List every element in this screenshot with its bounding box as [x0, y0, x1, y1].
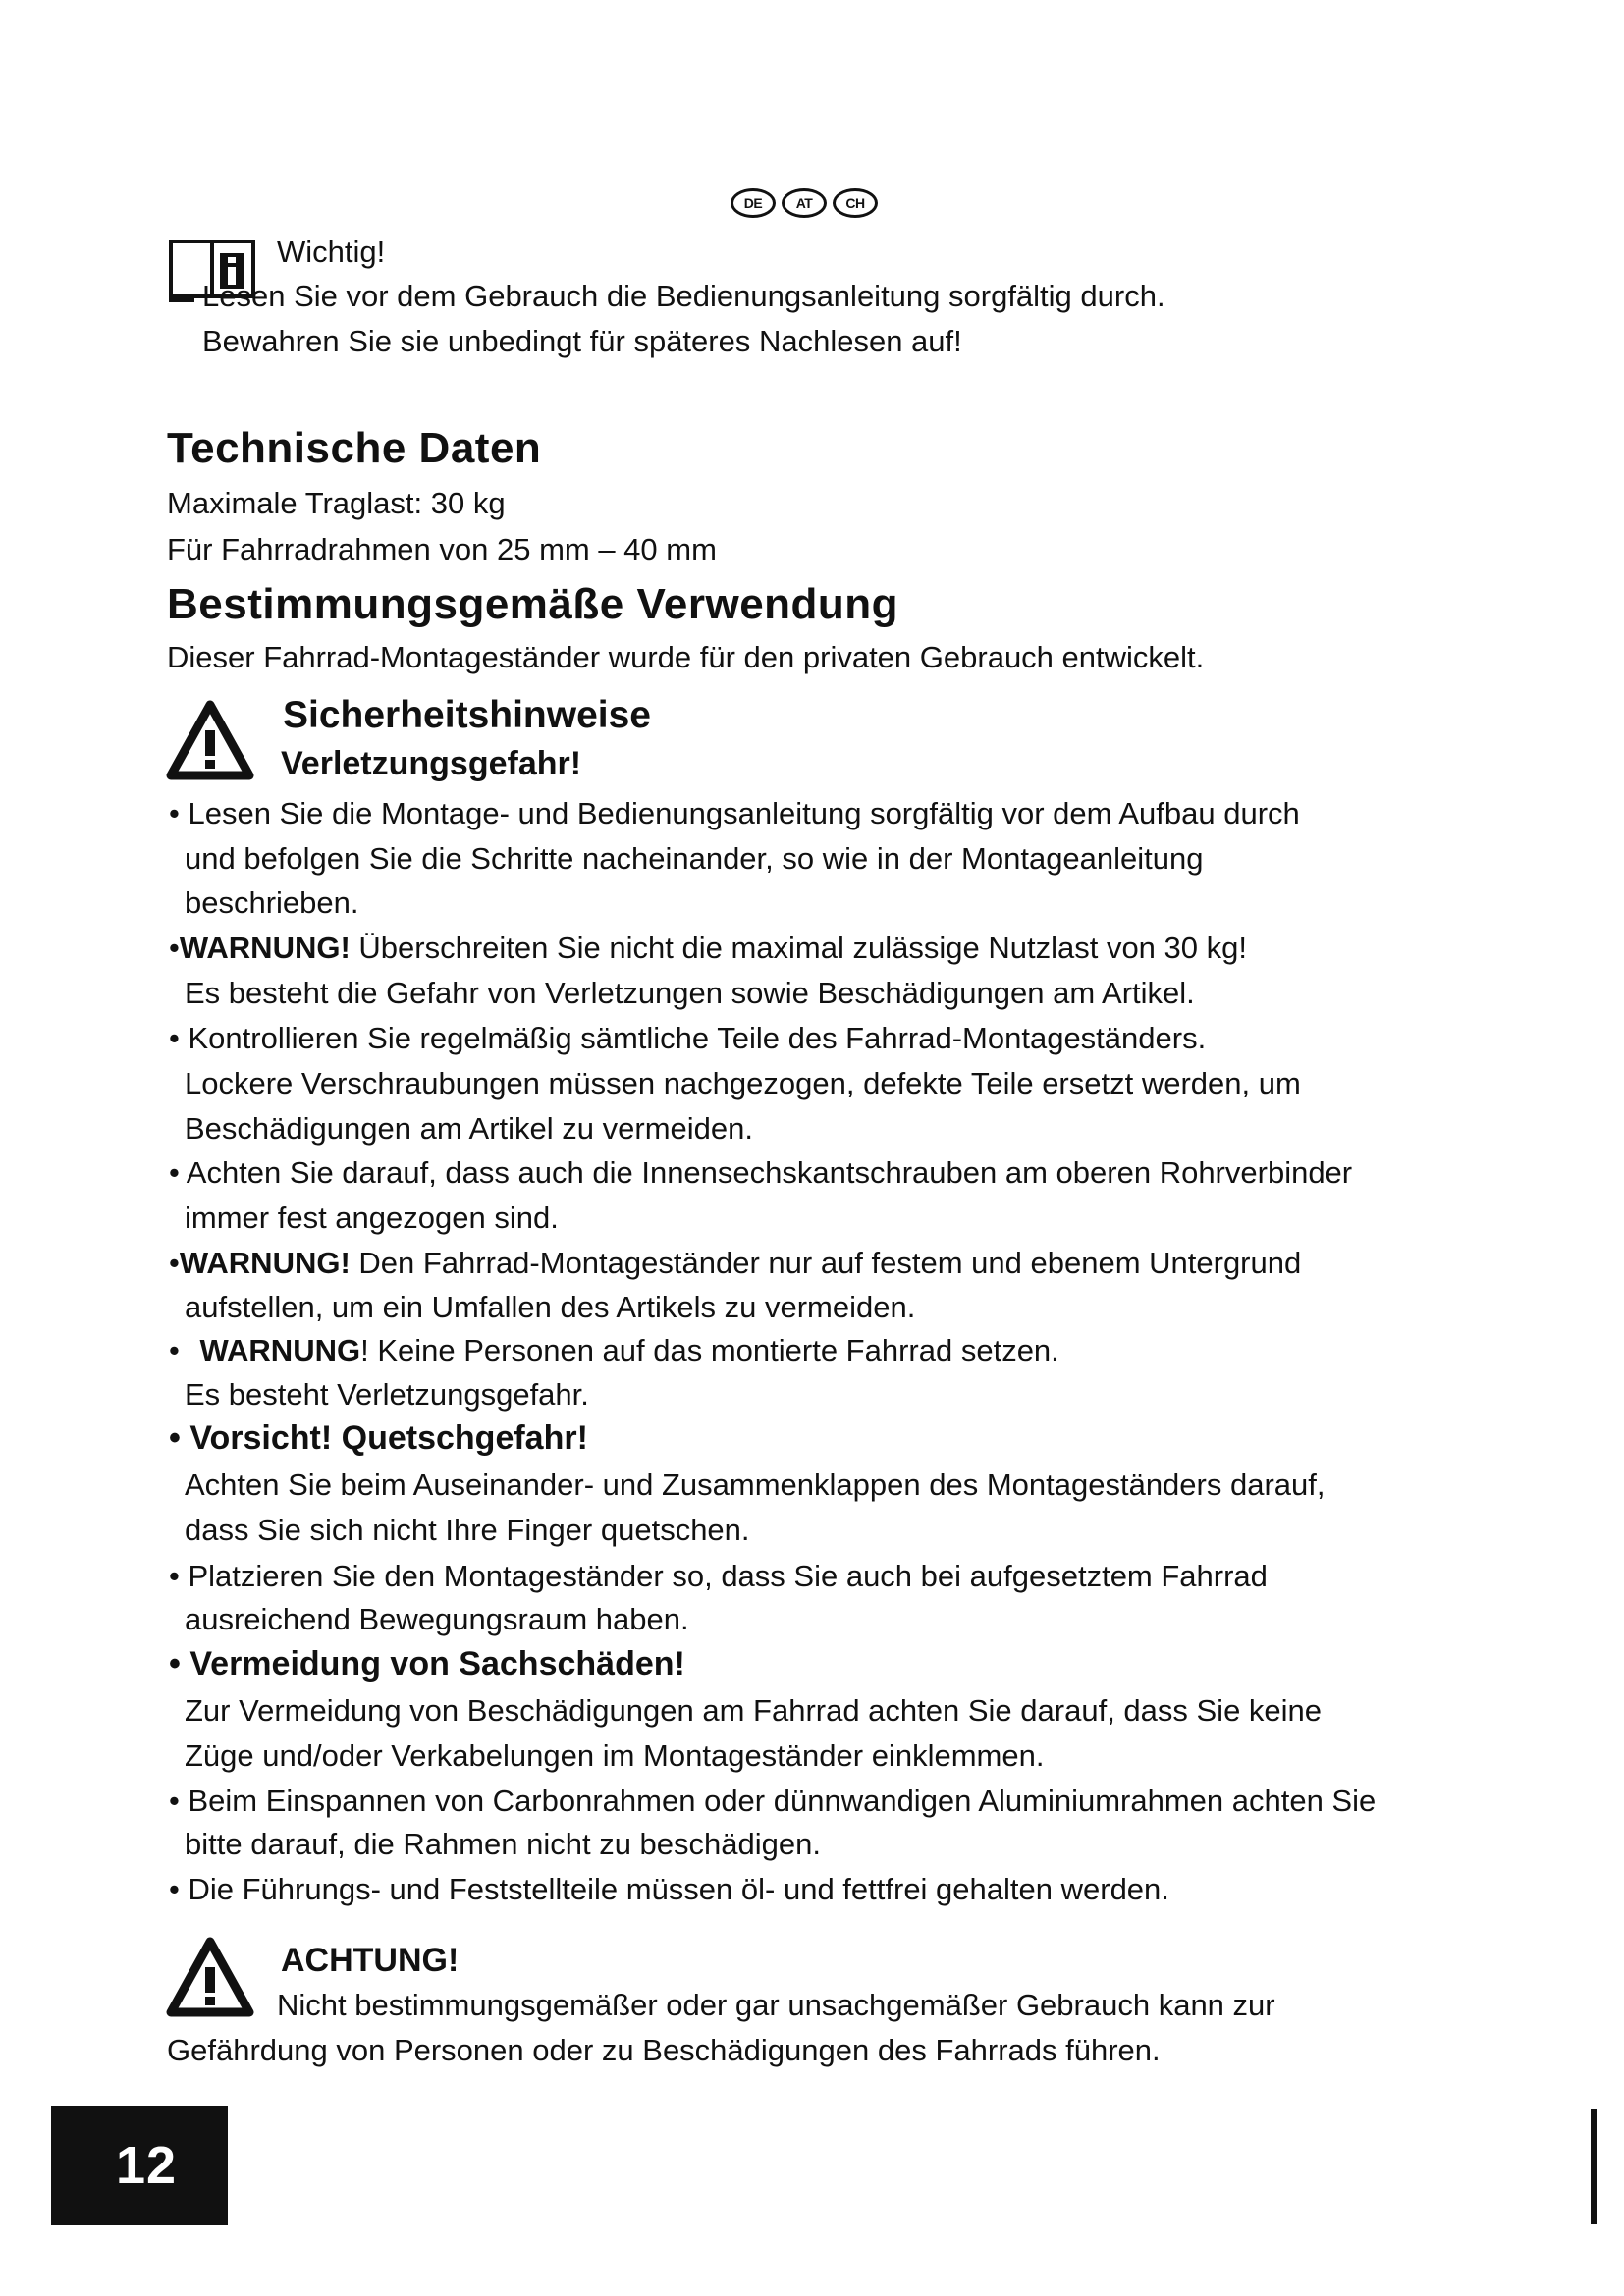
bullet-dot: • [169, 796, 180, 830]
attention-heading: ACHTUNG! [281, 1942, 460, 1979]
page-number-box [51, 2106, 228, 2225]
bullet-dot: • [169, 1559, 180, 1593]
notice-line-2: Bewahren Sie sie unbedingt für späteres Nachlesen auf! [202, 324, 962, 358]
bullet-5: •WARNUNG! Den Fahrrad-Montageständer nur auf festem und ebenem Untergrund [169, 1246, 1302, 1280]
bullet-7-line-1: Achten Sie beim Auseinander- und Zusammenklappen des Montageständers darauf, [185, 1468, 1326, 1502]
notice-title: Wichtig! [277, 235, 386, 269]
warning-label: WARNUNG [199, 1333, 361, 1367]
country-badge-de: DE [731, 188, 776, 218]
bullet-3-line-3: Beschädigungen am Artikel zu vermeiden. [185, 1111, 753, 1146]
bullet-9-line-1: Zur Vermeidung von Beschädigungen am Fahrrad achten Sie darauf, dass Sie keine [185, 1693, 1323, 1728]
tech-line-1: Maximale Traglast: 30 kg [167, 486, 506, 520]
warning-triangle-icon [165, 699, 255, 781]
bullet-10-line-2: bitte darauf, die Rahmen nicht zu beschädigen. [185, 1827, 821, 1861]
warning-label: WARNUNG! [179, 931, 351, 965]
bullet-9-title: • Vermeidung von Sachschäden! [169, 1645, 685, 1682]
usage-text: Dieser Fahrrad-Montageständer wurde für den privaten Gebrauch entwickelt. [167, 640, 1205, 674]
bullet-dot: • [169, 1872, 180, 1906]
bullet-4-line-2: immer fest angezogen sind. [185, 1201, 559, 1235]
bullet-10: • Beim Einspannen von Carbonrahmen oder dünnwandigen Aluminiumrahmen achten Sie [169, 1784, 1377, 1818]
bullet-8: • Platzieren Sie den Montageständer so, dass Sie auch bei aufgesetztem Fahrrad [169, 1559, 1268, 1593]
bullet-dot: • [169, 1645, 181, 1682]
bullet-6: • WARNUNG! Keine Personen auf das montierte Fahrrad setzen. [169, 1333, 1059, 1367]
bullet-dot: • [169, 1246, 180, 1280]
warning-label: WARNUNG! [179, 1246, 351, 1280]
bullet-1: • Lesen Sie die Montage- und Bedienungsanleitung sorgfältig vor dem Aufbau durch [169, 796, 1300, 830]
bullet-3: • Kontrollieren Sie regelmäßig sämtliche Teile des Fahrrad-Montageständers. [169, 1021, 1207, 1055]
country-badges [731, 188, 878, 218]
attention-line-1: Nicht bestimmungsgemäßer oder gar unsachgemäßer Gebrauch kann zur [277, 1988, 1275, 2022]
bullet-2-line-2: Es besteht die Gefahr von Verletzungen sowie Beschädigungen am Artikel. [185, 976, 1195, 1010]
safety-subheading: Verletzungsgefahr! [281, 745, 582, 782]
bullet-dot: • [169, 1021, 180, 1055]
country-badge-ch: CH [833, 188, 878, 218]
bullet-4: • Achten Sie darauf, dass auch die Innensechskantschrauben am oberen Rohrverbinder [169, 1155, 1353, 1190]
bullet-3-line-2: Lockere Verschraubungen müssen nachgezogen, defekte Teile ersetzt werden, um [185, 1066, 1301, 1100]
bullet-8-line-2: ausreichend Bewegungsraum haben. [185, 1602, 689, 1636]
tech-heading: Technische Daten [167, 424, 542, 472]
attention-line-2: Gefährdung von Personen oder zu Beschädigungen des Fahrrads führen. [167, 2033, 1161, 2067]
bullet-2: •WARNUNG! Überschreiten Sie nicht die maximal zulässige Nutzlast von 30 kg! [169, 931, 1247, 965]
bullet-dot: • [169, 931, 180, 965]
notice-line-1: Lesen Sie vor dem Gebrauch die Bedienungsanleitung sorgfältig durch. [202, 279, 1165, 313]
bullet-7-title: • Vorsicht! Quetschgefahr! [169, 1419, 588, 1457]
bullet-9-line-2: Züge und/oder Verkabelungen im Montageständer einklemmen. [185, 1738, 1045, 1773]
page-number: 12 [115, 2136, 178, 2195]
bullet-11: • Die Führungs- und Feststellteile müssen öl- und fettfrei gehalten werden. [169, 1872, 1169, 1906]
country-badge-at: AT [782, 188, 827, 218]
safety-heading: Sicherheitshinweise [283, 694, 651, 736]
bullet-5-line-2: aufstellen, um ein Umfallen des Artikels zu vermeiden. [185, 1290, 916, 1324]
usage-heading: Bestimmungsgemäße Verwendung [167, 580, 899, 628]
bullet-7-line-2: dass Sie sich nicht Ihre Finger quetschen. [185, 1513, 750, 1547]
bullet-dot: • [169, 1784, 180, 1818]
bullet-dot: • [169, 1333, 180, 1367]
bullet-dot: • [169, 1419, 181, 1457]
attention-warning-icon [165, 1936, 255, 2018]
bullet-1-line-2: und befolgen Sie die Schritte nacheinander, so wie in der Montageanleitung [185, 841, 1204, 876]
bullet-6-line-2: Es besteht Verletzungsgefahr. [185, 1377, 589, 1412]
page-edge-marker [1591, 2109, 1597, 2224]
bullet-dot: • [169, 1155, 180, 1190]
tech-line-2: Für Fahrradrahmen von 25 mm – 40 mm [167, 532, 717, 566]
bullet-1-line-3: beschrieben. [185, 885, 359, 920]
